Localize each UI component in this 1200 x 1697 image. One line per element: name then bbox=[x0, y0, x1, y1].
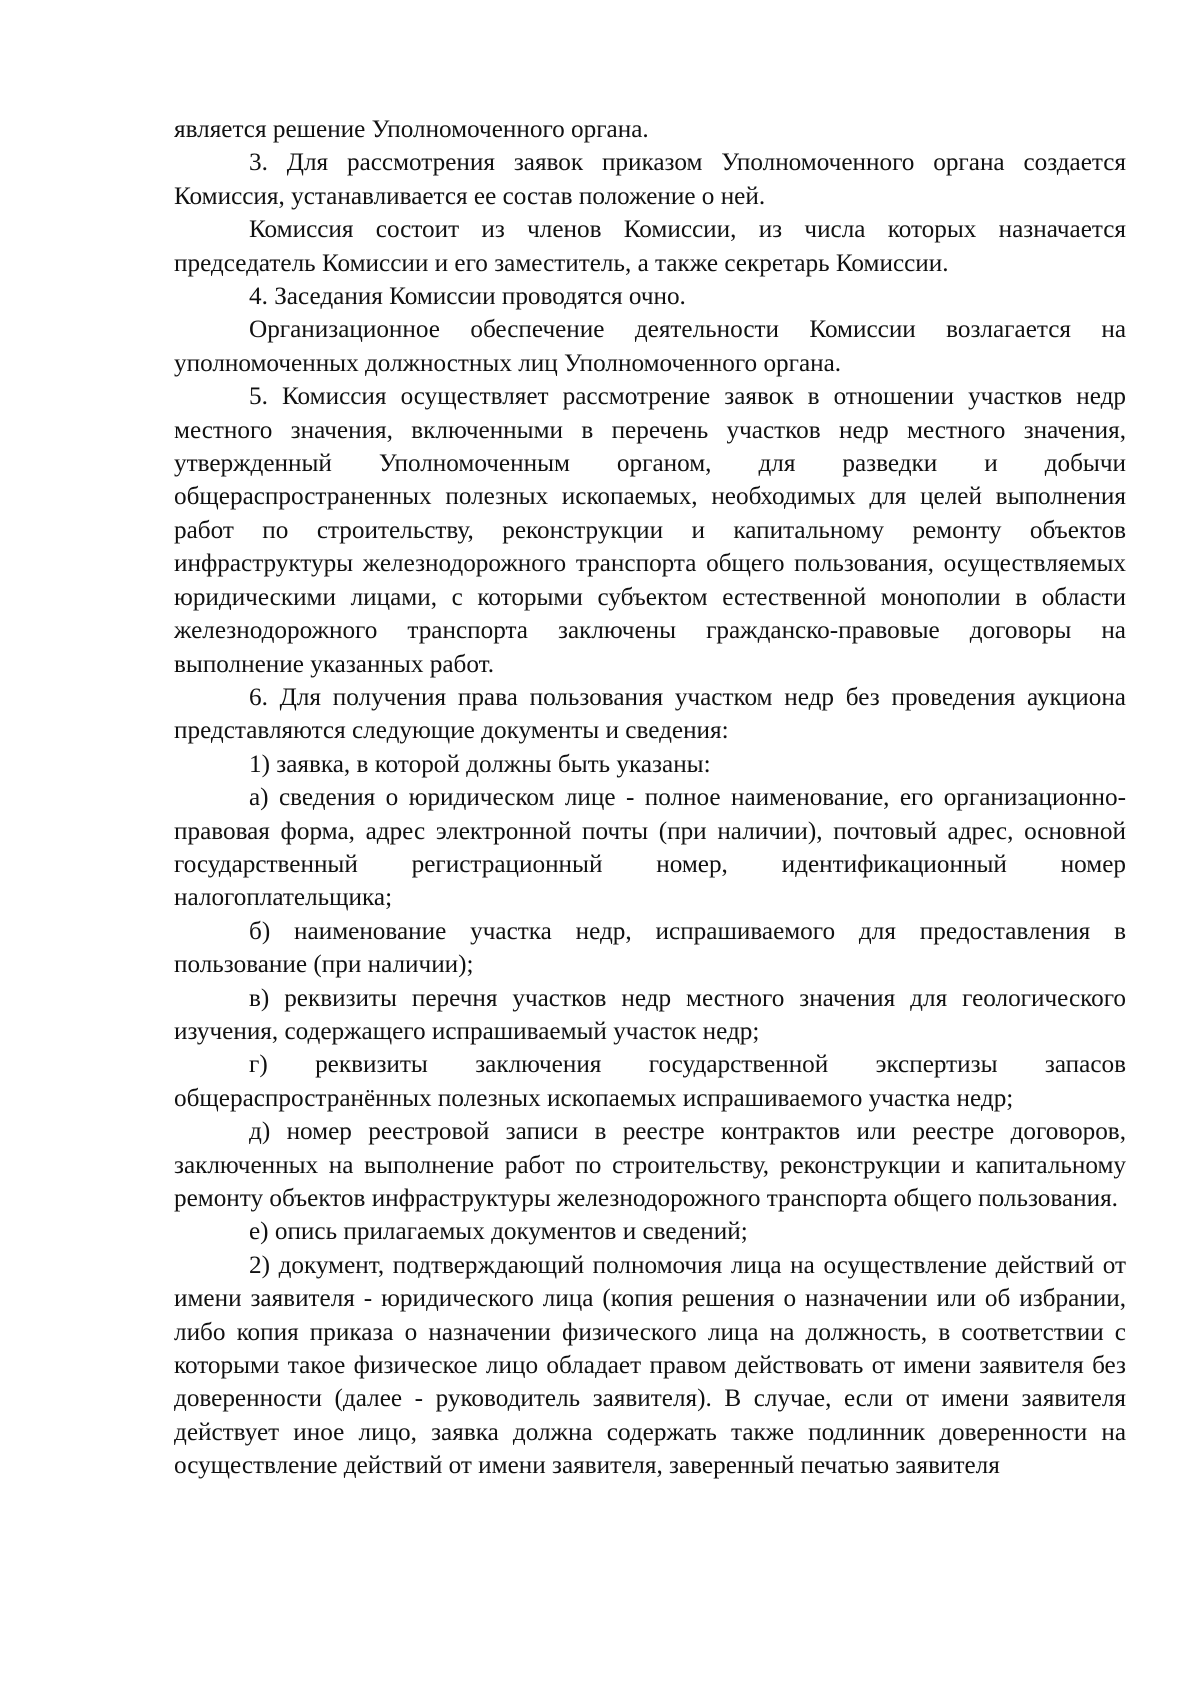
paragraph-item-4: 4. Заседания Комиссии проводятся очно. bbox=[249, 283, 686, 311]
paragraph-item-3: 3. Для рассмотрения заявок приказом Уполномоченного органа создается Комиссия, устанавливается ее состав положение о ней. bbox=[174, 149, 1126, 210]
paragraph-subitem-v: в) реквизиты перечня участков недр местного значения для геологического изучения, содержащего испрашиваемый участок недр; bbox=[174, 984, 1126, 1045]
paragraph-subitem-d: д) номер реестровой записи в реестре контрактов или реестре договоров, заключенных на выполнение работ по строительству, реконструкции и капитальному ремонту объектов инфраструктуры железнодорожного транспорта общего пользования. bbox=[174, 1118, 1126, 1212]
paragraph-item-6: 6. Для получения права пользования участком недр без проведения аукциона представляются следующие документы и сведения: bbox=[174, 683, 1126, 745]
paragraph-organizational-support: Организационное обеспечение деятельности Комиссии возлагается на уполномоченных должностных лиц Уполномоченного органа. bbox=[174, 316, 1126, 377]
paragraph-subitem-a: а) сведения о юридическом лице - полное наименование, его организационно-правовая форма, адрес электронной почты (при наличии), почтовый адрес, основной государственный регистрационный номер, идентификационный номер налогоплательщика; bbox=[174, 784, 1126, 912]
paragraph-item-5: 5. Комиссия осуществляет рассмотрение заявок в отношении участков недр местного значения, включенными в перечень участков недр местного значения, утвержденный Уполномоченным органом, для разведки и добычи общераспространенных полезных ископаемых, необходимых для целей выполнения работ по строительству, реконструкции и капитальному ремонту объектов инфраструктуры железнодорожного транспорта общего пользования, осуществляемых юридическими лицами, с которыми субъектом естественной монополии в области железнодорожного транспорта заключены гражданско-правовые договоры на выполнение указанных работ. bbox=[174, 383, 1126, 678]
document-body bbox=[174, 113, 1126, 1483]
paragraph-commission-members: Комиссия состоит из членов Комиссии, из числа которых назначается председатель Комиссии и его заместитель, а также секретарь Комиссии. bbox=[174, 216, 1126, 277]
paragraph-subitem-g: г) реквизиты заключения государственной экспертизы запасов общераспространённых полезных ископаемых испрашиваемого участка недр; bbox=[174, 1051, 1126, 1112]
paragraph-subitem-2: 2) документ, подтверждающий полномочия лица на осуществление действий от имени заявителя - юридического лица (копия решения о назначении или об избрании, либо копия приказа о назначении физического лица на должность, в соответствии с которыми такое физическое лицо обладает правом действовать от имени заявителя без доверенности (далее - руководитель заявителя). В случае, если от имени заявителя действует иное лицо, заявка должна содержать также подлинник доверенности на осуществление действий от имени заявителя, заверенный печатью заявителя bbox=[174, 1251, 1126, 1480]
paragraph-subitem-e: е) опись прилагаемых документов и сведений; bbox=[249, 1218, 748, 1246]
paragraph-subitem-b: б) наименование участка недр, испрашиваемого для предоставления в пользование (при наличии); bbox=[174, 917, 1126, 979]
paragraph-decision-continuation: является решение Уполномоченного органа. bbox=[174, 116, 649, 143]
paragraph-subitem-1: 1) заявка, в которой должны быть указаны: bbox=[249, 750, 711, 778]
